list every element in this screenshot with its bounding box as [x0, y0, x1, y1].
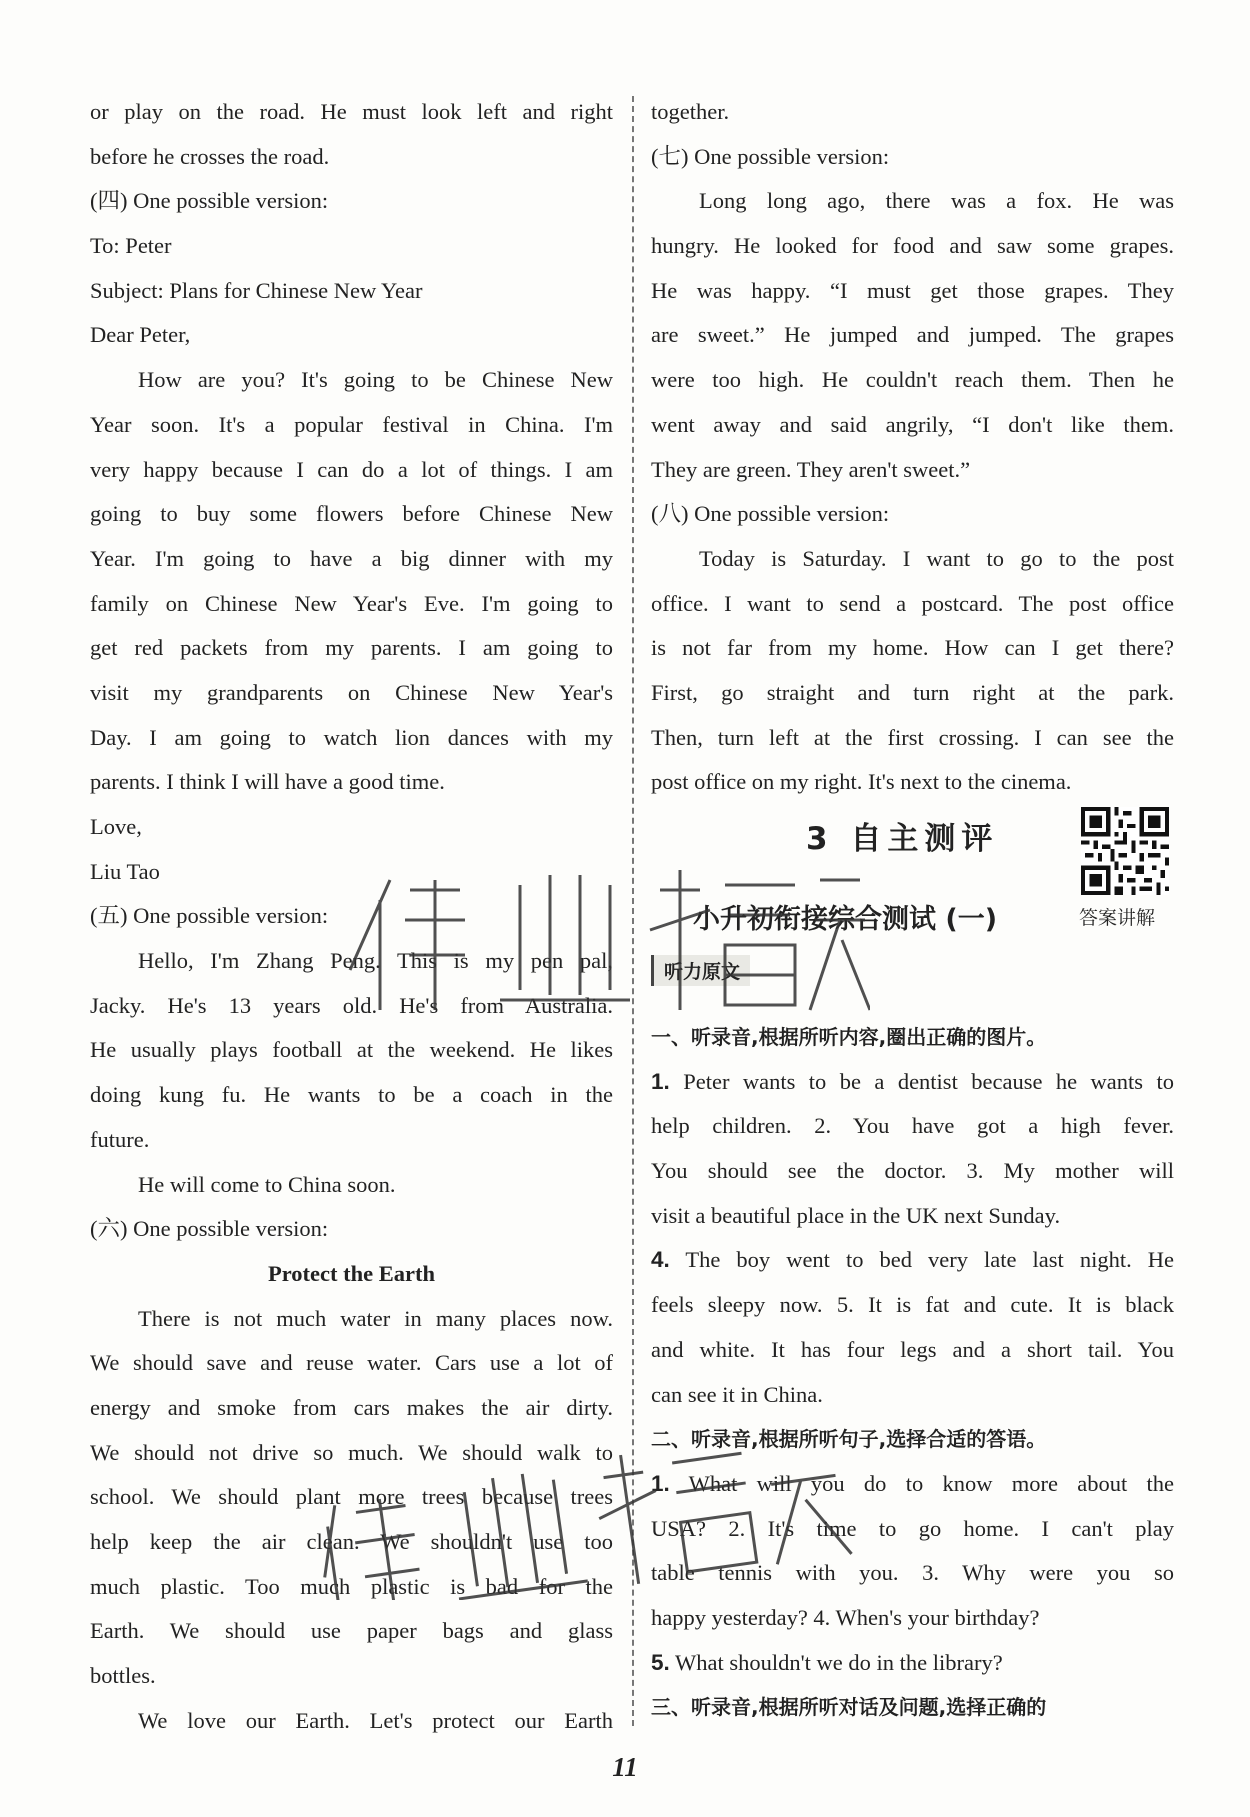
listening-text-line [651, 1685, 1174, 1730]
line-text: visit my grandparents on Chinese New Year's [90, 679, 613, 705]
line-text: You should see the doctor. 3. My mother will [651, 1158, 1174, 1184]
line-text: First, go straight and turn right at the park. [651, 679, 1174, 705]
left-text-line [90, 805, 613, 850]
line-text: (五) One possible version: [90, 903, 329, 929]
line-text: The boy went to bed very late last night. He [669, 1247, 1174, 1273]
line-text: Long long ago, there was a fox. He was [699, 188, 1174, 214]
left-text-line [90, 626, 613, 671]
left-text-line [90, 1118, 613, 1163]
left-text-line [90, 850, 613, 895]
line-text: We love our Earth. Let's protect our Earth [138, 1707, 613, 1733]
line-text: or play on the road. He must look left and right [90, 99, 613, 124]
left-column [90, 90, 613, 1743]
right-text-line [651, 90, 1174, 135]
left-text-line [90, 671, 613, 716]
right-text-line [651, 626, 1174, 671]
left-text-line [90, 313, 613, 358]
line-text: Subject: Plans for Chinese New Year [90, 277, 423, 303]
left-text-line [90, 1520, 613, 1565]
left-text-line [90, 492, 613, 537]
line-text: family on Chinese New Year's Eve. I'm going to [90, 590, 613, 616]
left-text-line [90, 1252, 613, 1297]
line-text: 二、听录音,根据所听句子,选择合适的答语。 [651, 1427, 1047, 1452]
right-text-line [651, 716, 1174, 761]
line-text: are sweet.” He jumped and jumped. The grapes [651, 322, 1174, 348]
line-text: There is not much water in many places now. [138, 1305, 613, 1331]
right-text-line [651, 671, 1174, 716]
left-text-line [90, 179, 613, 224]
left-text-line [90, 224, 613, 269]
line-text: USA? 2. It's time to go home. I can't play [651, 1515, 1174, 1541]
line-text: Day. I am going to watch lion dances with my [90, 724, 613, 750]
line-text: energy and smoke from cars makes the air dirty. [90, 1394, 613, 1420]
right-text-line [651, 135, 1174, 180]
right-column-bottom-text [651, 1015, 1174, 1730]
line-text: feels sleepy now. 5. It is fat and cute. It is black [651, 1292, 1174, 1318]
left-text-line [90, 269, 613, 314]
listening-text-line [651, 1015, 1174, 1060]
qr-code-icon[interactable] [1081, 807, 1169, 895]
line-text: office. I want to send a postcard. The post office [651, 590, 1174, 616]
left-text-line [90, 582, 613, 627]
right-column [651, 90, 1174, 1730]
right-text-line [651, 448, 1174, 493]
line-text: help children. 2. You have got a high fever. [651, 1113, 1174, 1139]
line-text: is not far from my home. How can I get there? [651, 635, 1174, 661]
line-text: parents. I think I will have a good time. [90, 769, 445, 795]
left-text-line [90, 448, 613, 493]
listening-text-line [651, 1551, 1174, 1596]
line-text: He will come to China soon. [138, 1171, 396, 1197]
line-text: Love, [90, 814, 142, 839]
line-text: We should not drive so much. We should walk to [90, 1439, 613, 1465]
right-text-line [651, 492, 1174, 537]
line-text: Peter wants to be a dentist because he wants to [669, 1068, 1174, 1094]
left-text-line [90, 1073, 613, 1118]
left-text-line [90, 939, 613, 984]
listening-text-line [651, 1194, 1174, 1239]
question-number: 1. [651, 1068, 670, 1094]
listening-text-line [651, 1283, 1174, 1328]
left-text-line [90, 1475, 613, 1520]
line-text: post office on my right. It's next to the cinema. [651, 769, 1072, 795]
left-text-line [90, 90, 613, 135]
column-divider [632, 96, 634, 1726]
line-text: What shouldn't we do in the library? [669, 1649, 1003, 1675]
line-text: 一、听录音,根据所听内容,圈出正确的图片。 [651, 1025, 1047, 1049]
left-text-line [90, 1163, 613, 1208]
right-text-line [651, 582, 1174, 627]
right-text-line [651, 313, 1174, 358]
line-text: Year soon. It's a popular festival in China. I'm [90, 411, 613, 437]
line-text: What will you do to know more about the [669, 1470, 1174, 1496]
listening-text-line [651, 1238, 1174, 1283]
listening-text-line [651, 1104, 1174, 1149]
question-number: 5. [651, 1649, 670, 1675]
left-text-line [90, 1654, 613, 1699]
line-text: went away and said angrily, “I don't like them. [651, 411, 1174, 437]
line-text: table tennis with you. 3. Why were you so [651, 1560, 1174, 1586]
section-title: 3 自主测评 [806, 821, 999, 857]
listening-text-line [651, 1373, 1174, 1418]
left-text-line [90, 1431, 613, 1476]
right-text-line [651, 179, 1174, 224]
test-title: 小升初衔接综合测试 (一) [693, 904, 998, 935]
line-text: future. [90, 1126, 150, 1152]
line-text: Protect the Earth [267, 1260, 436, 1286]
line-text: Today is Saturday. I want to go to the post [699, 545, 1174, 571]
right-text-line [651, 537, 1174, 582]
line-text: Year. I'm going to have a big dinner with my [90, 545, 613, 571]
right-text-line [651, 760, 1174, 805]
line-text: and white. It has four legs and a short tail. You [651, 1336, 1174, 1362]
listening-text-line [651, 1060, 1174, 1105]
left-text-line [90, 1699, 613, 1744]
listening-text-line [651, 1596, 1174, 1641]
left-text-line [90, 716, 613, 761]
line-text: school. We should plant more trees because trees [90, 1484, 613, 1510]
line-text: (六) One possible version: [90, 1216, 329, 1242]
left-text-line [90, 1609, 613, 1654]
left-text-line [90, 1297, 613, 1342]
line-text: help keep the air clean. We shouldn't use too [90, 1529, 613, 1554]
line-text: going to buy some flowers before Chinese New [90, 501, 613, 527]
left-text-line [90, 760, 613, 805]
left-text-line [90, 1565, 613, 1610]
line-text: were too high. He couldn't reach them. Then he [651, 367, 1174, 393]
left-text-line [90, 894, 613, 939]
line-text: (七) One possible version: [651, 143, 890, 169]
line-text: How are you? It's going to be Chinese New [138, 367, 613, 393]
line-text: (八) One possible version: [651, 501, 890, 527]
listening-script-tag: 听力原文 [651, 955, 750, 986]
left-text-line [90, 1207, 613, 1252]
line-text: Dear Peter, [90, 322, 191, 348]
left-text-line [90, 358, 613, 403]
line-text: (四) One possible version: [90, 188, 329, 214]
line-text: much plastic. Too much plastic is bad for the [90, 1573, 613, 1599]
left-text-line [90, 1341, 613, 1386]
line-text: Liu Tao [90, 858, 160, 884]
line-text: visit a beautiful place in the UK next Sunday. [651, 1202, 1061, 1228]
line-text: very happy because I can do a lot of things. I am [90, 456, 613, 482]
left-text-line [90, 537, 613, 582]
right-column-top-text [651, 90, 1174, 805]
listening-text-line [651, 1417, 1174, 1462]
test-section-header [651, 805, 1174, 1015]
qr-caption: 答案讲解 [1079, 907, 1156, 929]
left-text-line [90, 1386, 613, 1431]
right-text-line [651, 403, 1174, 448]
line-text: before he crosses the road. [90, 143, 330, 169]
listening-text-line [651, 1149, 1174, 1194]
line-text: Earth. We should use paper bags and glass [90, 1618, 613, 1644]
question-number: 4. [651, 1247, 670, 1273]
listening-text-line [651, 1641, 1174, 1686]
line-text: together. [651, 99, 730, 124]
line-text: To: Peter [90, 233, 172, 259]
line-text: He usually plays football at the weekend. He likes [90, 1037, 613, 1063]
left-text-line [90, 984, 613, 1029]
line-text: We should save and reuse water. Cars use a lot of [90, 1350, 613, 1376]
listening-text-line [651, 1507, 1174, 1552]
left-text-line [90, 403, 613, 448]
line-text: can see it in China. [651, 1381, 823, 1407]
line-text: Hello, I'm Zhang Peng. This is my pen pal, [138, 948, 613, 974]
listening-text-line [651, 1328, 1174, 1373]
line-text: 三、听录音,根据所听对话及问题,选择正确的 [651, 1695, 1047, 1720]
line-text: happy yesterday? 4. When's your birthday? [651, 1604, 1040, 1630]
left-text-line [90, 1028, 613, 1073]
line-text: hungry. He looked for food and saw some grapes. [651, 233, 1174, 259]
right-text-line [651, 269, 1174, 314]
line-text: They are green. They aren't sweet.” [651, 456, 971, 482]
line-text: get red packets from my parents. I am going to [90, 635, 613, 661]
right-text-line [651, 224, 1174, 269]
line-text: bottles. [90, 1663, 156, 1689]
right-text-line [651, 358, 1174, 403]
line-text: He was happy. “I must get those grapes. They [651, 277, 1174, 303]
line-text: Jacky. He's 13 years old. He's from Australia. [90, 992, 613, 1018]
listening-text-line [651, 1462, 1174, 1507]
line-text: doing kung fu. He wants to be a coach in the [90, 1082, 613, 1108]
question-number: 1. [651, 1470, 670, 1496]
line-text: Then, turn left at the first crossing. I can see the [651, 724, 1174, 750]
page-number: 11 [612, 1752, 638, 1782]
left-text-line [90, 135, 613, 180]
